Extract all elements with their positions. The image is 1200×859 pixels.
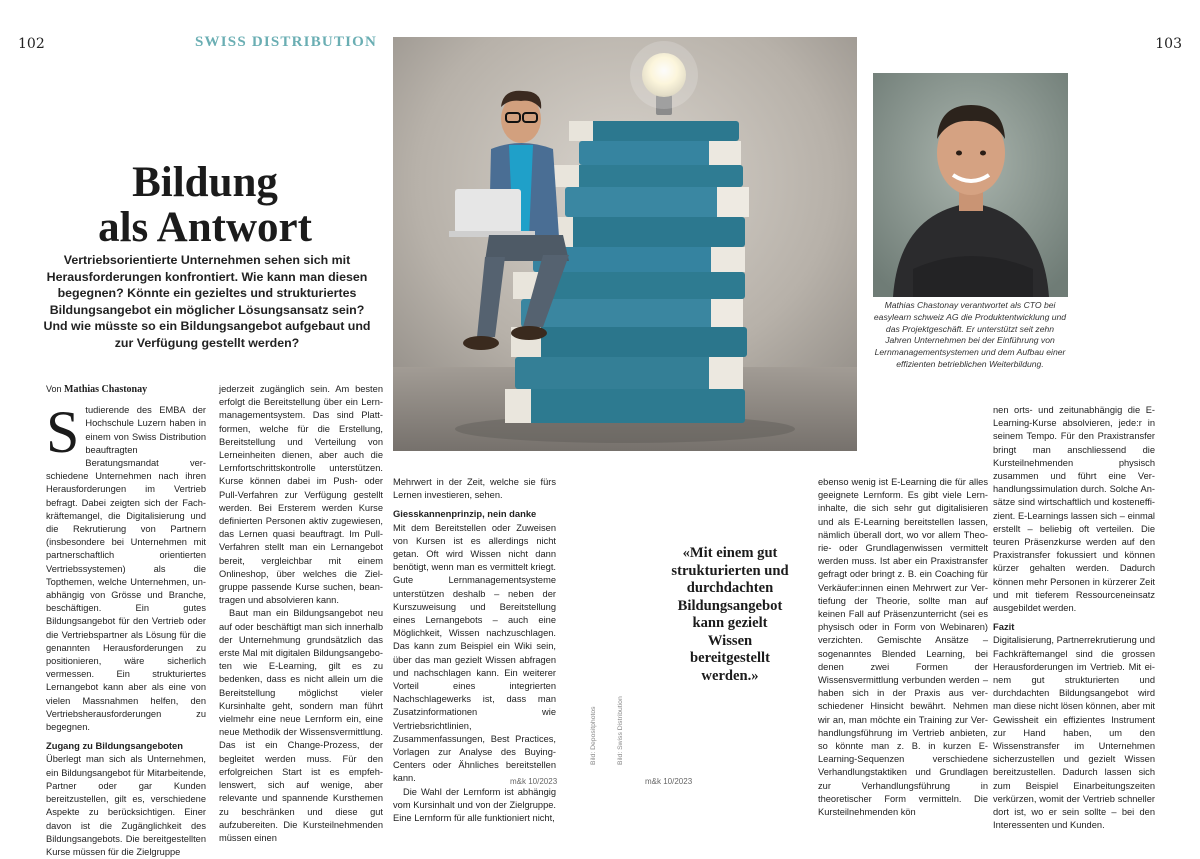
pull-quote: «Mit einem gut strukturierten und durchdachten Bildungsangebot kann gezielt Wissen bereitgestellt werden.» xyxy=(671,545,789,684)
paragraph-wissen: Mit dem Bereitstellen oder Zuweisen von Kursen ist es allerdings nicht getan. Oft wird Wissen nicht dann benötigt, wenn man es vermittelt kriegt. Gute Lernmanagementsysteme unterstützen deshalb – neben der Kurszuweisung und Bereitstellung eines Lernangebots – auch eine Möglichkeit, Wissen nachzuschlagen. Das kann zum Beispiel ein Wiki sein, über das man gezielt Wissen abfragen und nachschlagen kann. Ein weiterer Vorteil eines integrierten Nachschlagewerks ist, dass man Zusatzinformationen wie Vertriebsrichtlinien, Zusammenfassungen, Best Practices, Vorlagen zur Analyse des Buying-Centers oder Ähnliches bereitstellen kann. xyxy=(393,522,556,784)
footer-left: m&k 10/2023 xyxy=(510,777,558,786)
subheading-giesskanne: Giesskannenprinzip, nein danke xyxy=(393,508,537,520)
text-column-4 xyxy=(818,476,988,819)
books-illustration xyxy=(393,37,857,451)
intro-paragraph xyxy=(46,399,206,734)
paragraph-change: Baut man ein Bildungsangebot neu auf oder beschäftigt man sich innerhalb der Unternehmung grundsätzlich das erste Mal mit digitalen Bildungsangeboten wie E-Learning, gilt es zu bedenken, dass es nicht allein um die Bereitstellung möglichst vieler Kursinhalte geht, sondern man führt vielmehr eine neue Lernform ein, eine neue Methodik der Wissensvermittlung. Das ist ein Change-Prozess, der begleitet werden muss. Für den erfolgreichen Start ist es empfehlenswert, sich auf wenige, aber relevante und spannende Kursthemen zu beschränken und diese gut aufzubereiten. Die Kursteilnehmenden müssen einen xyxy=(219,608,383,843)
headline-line-2: als Antwort xyxy=(98,204,312,251)
portrait-photo xyxy=(873,73,1068,297)
page-number-right: 103 xyxy=(1155,36,1182,52)
text-column-3 xyxy=(393,476,556,825)
subheading-zugang: Zugang zu Bildungsangeboten xyxy=(46,740,183,752)
text-column-1 xyxy=(46,383,206,859)
paragraph-blended: ebenso wenig ist E-Learning die für alles geeignete Lernform. Es gibt viele Lerninhalte, die sich sehr gut digitalisieren und als E-Learning bereitstellen lassen, nämlich überall dort, wo vor allem Theorie- oder Grundlagenwissen vermittelt werden muss. Ist aber ein Praxistransfer gefragt oder bringt z. B. ein Coaching für Verkäufer:innen einen Mehrwert zur Vertiefung der Theorie, sollte man auf keinen Fall auf Präsenzunterricht (sei es physisch oder in Form von Webinaren) verzichten. Gemischte Ansätze – sogenanntes Blended Learning, bei denen zwei Formen der Wissensvermittlung verbunden werden – haben sich in der Praxis aus verschiedener Hinsicht bewährt. Nehmen wir an, man möchte ein Training zur Verhandlungsführung im Vertrieb anbieten, so könnte man z. B. in kurzen E-Learning-Sequenzen verschiedene Verhandlungstaktiken und Grundlagen zur Verhandlungsführung in theoretischer Form vermitteln. Die Kursteilnehmenden kön xyxy=(818,477,988,818)
section-title: SWISS DISTRIBUTION xyxy=(195,34,378,50)
paragraph-lms: jederzeit zugänglich sein. Am besten erfolgt die Bereitstellung über ein Lernmanagementsystem. Das sind Plattformen, welche für die Erstellung, Bereitstellung und Verteilung von Lerneinheiten dienen, aber auch die Lernfortschrittskontrolle unterstützen. Kurse können dabei im Push- oder Pull-Verfahren zur Verfügung gestellt werden. Bei Ersterem werden Kurse definierten Personen aktiv zugewiesen, das Lernen quasi beauftragt. Im Pull-Verfahren stellt man ein Lernangebot bereit, vergleichbar mit einem Onlineshop, über welches die Zielgruppe passende Kurse suchen, beantragen und absolvieren kann. xyxy=(219,384,383,606)
paragraph-lernform: Die Wahl der Lernform ist abhängig vom Kursinhalt und von der Zielgruppe. Eine Lernform für alle funktioniert nicht, xyxy=(393,786,556,824)
author-name: Mathias Chastonay xyxy=(64,384,148,395)
paragraph-fazit: Digitalisierung, Partnerrekrutierung und Fachkräftemangel sind die grossen Herausforderungen im Vertrieb. Mit einem gut strukturierten und durchdachten Bildungsangebot wird man diese nicht lösen können, aber mit Gewissheit ein effizientes Instrument zur Hand haben, um den Wissenstransfer im Unternehmen sicherzustellen und gezielt Wissen bereitzustellen. Dadurch lassen sich zum Beispiel Einarbeitungszeiten verkürzen, womit der Vertrieb schneller dort ist, wo er sein sollte – bei den Interessenten und Kunden. xyxy=(993,635,1155,831)
main-photo-books xyxy=(393,37,857,451)
paragraph-zugang: Überlegt man sich als Unternehmen, ein Bildungsangebot für Mitarbeitende, Partner oder gar Kunden bereitzustellen, gilt es, verschiedene Aspekte zu berücksichtigen. Einer davon ist die Zugänglichkeit des Bildungsangebots. Die bereitgestellten Kurse müssen für die Zielgruppe xyxy=(46,754,206,857)
lead-paragraph: Vertriebsorientierte Unternehmen sehen sich mit Herausforderungen konfrontiert. Wie kann man diesen begegnen? Könnte ein gezieltes und strukturiertes Bildungsangebot ein möglicher Lösungsansatz sein? Und wie müsste so ein Bildungsangebot aufgebaut und zur Verfügung gestellt werden? xyxy=(43,253,371,350)
intro-text: tudierende des EMBA der Hochschule Luzern haben in einem von Swiss Distribution beauftragten Beratungsmandat verschiedene Unternehmen nach ihren Herausforderungen im Vertrieb befragt. Dabei zeigten sich der Fachkräftemangel, die Digitalisierung und die Rekrutierung von Partnern (insbesondere bei Unternehmen mit partnerschaftlich orientierten Vertriebssystemen) als die Topthemen, welche Unternehmen, unabhängig von Grösse und Branche, beschäftigen. Ein gutes Bildungsangebot für den Vertrieb oder die Vertriebspartner als Lösung für die genannten Herausforderungen zu positionieren, wäre sicherlich vermessen. Ein strukturiertes Lernangebot kann aber als eine von vielen Massnahmen helfen, den Vertriebsherausforderungen zu begegnen. xyxy=(46,405,206,733)
text-column-2 xyxy=(219,383,383,845)
byline xyxy=(46,383,206,396)
portrait-caption: Mathias Chastonay verantwortet als CTO bei easylearn schweiz AG die Produktentwicklung und das Projektgeschäft. Er unterstützt seit zehn Jahren Unternehmen bei der Einführung von Lernmanagementsystemen und dem Aufbau einer effizienten betrieblichen Weiterbildung. xyxy=(873,300,1067,369)
footer-right: m&k 10/2023 xyxy=(645,777,693,786)
headline xyxy=(40,160,370,250)
portrait-illustration xyxy=(873,73,1068,297)
paragraph-mehrwert: Mehrwert in der Zeit, welche sie fürs Lernen investieren, sehen. xyxy=(393,477,556,501)
text-column-5 xyxy=(993,404,1155,833)
paragraph-praxis: nen orts- und zeitunabhängig die E-Learning-Kurse absolvieren, jede:r in seinem Tempo. Für den Praxistransfer bringt man anschliessend die Kursteilnehmenden physisch zusammen und führt eine Verhandlungssimulation durch. Solche Ansätze sind wirtschaftlich und kosteneffizient. E-Learnings lassen sich – einmal erstellt – beliebig oft verteilen. Die teuren Präsenzkurse werden auf den Praxistransfer fokussiert und können kürzer gehalten werden. Dadurch können mehr Personen in kürzerer Zeit und mit tieferem Ressourceneinsatz ausgebildet werden. xyxy=(993,405,1155,614)
drop-cap: S xyxy=(46,399,80,466)
page-number-left: 102 xyxy=(18,36,45,52)
byline-prefix: Von xyxy=(46,384,62,394)
photo-credit-main: Bild: Depositphotos xyxy=(590,706,597,765)
subheading-fazit: Fazit xyxy=(993,621,1015,633)
headline-line-1: Bildung xyxy=(132,159,278,206)
photo-credit-portrait: Bild: Swiss Distribution xyxy=(617,696,624,765)
